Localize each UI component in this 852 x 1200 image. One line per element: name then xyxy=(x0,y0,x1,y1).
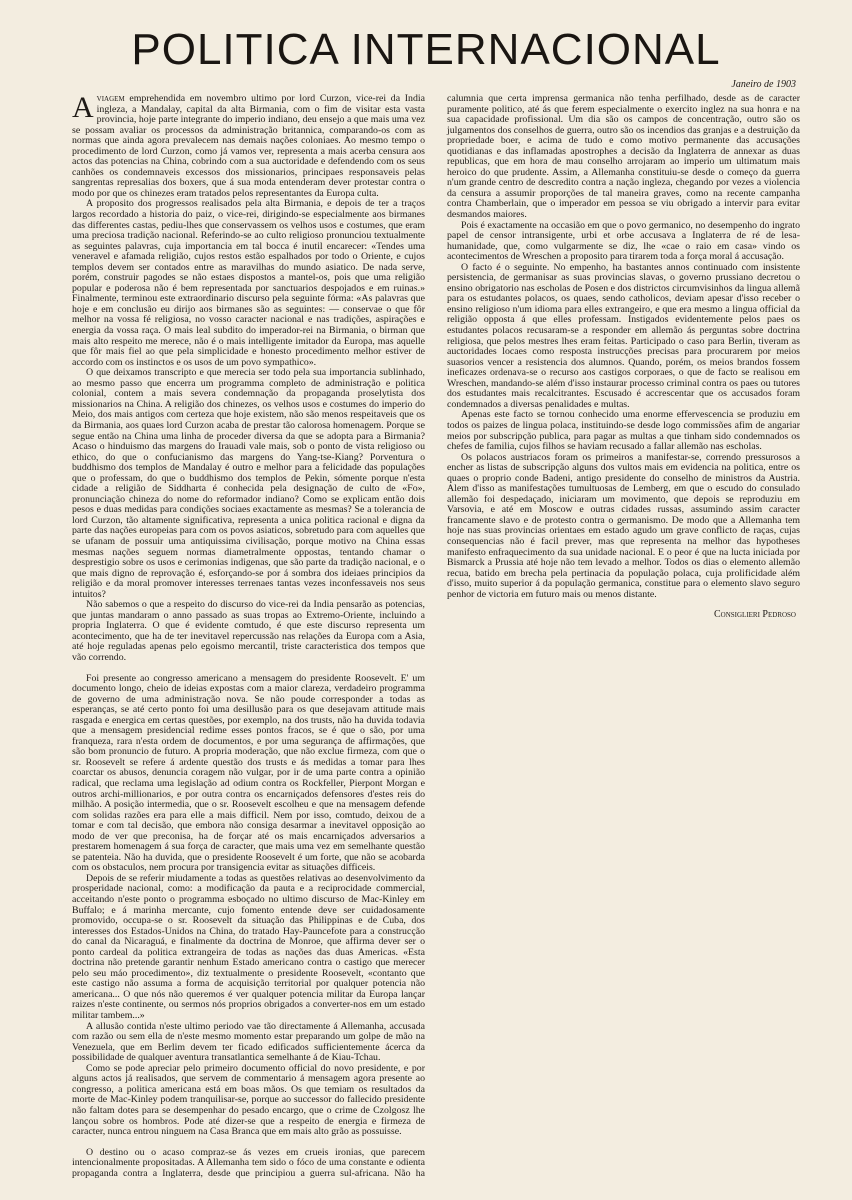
page-title: POLITICA INTERNACIONAL xyxy=(131,25,721,74)
article-paragraph: O facto é o seguinte. No empenho, ha bastantes annos continuado com insistente persistencia, de germanisar as suas provincias slavas, o governo prussiano decretou o ensino obrigatorio nas escholas de Posen e dos districtos circumvisinhos da lingua allemã para os estudantes polacos, os quaes, sendo catholicos, deviam apesar d'isso receber o ensino religioso n'um idioma para elles extrangeiro, e que era mesmo a lingua official da religião opposta á que elles professam. Instigados evidentemente pelos paes os estudantes polacos recusaram-se a responder em allemão ás perguntas sobre doctrina religiosa, que pelos mestres lhes eram feitas. Participado o caso para Berlin, tiveram as auctoridades locaes como resposta instrucções precisas para procurarem por meios suasorios vencer a resistencia dos alumnos. Quando, porém, os meios brandos fossem ineficazes ordenava-se o recurso aos castigos corporaes, o que de facto se realisou em Wreschen, mandando-se além d'isso instaurar processo criminal contra os paes ou tutores dos estudantes mais recalcitrantes. Escusado é accrescentar que os accusados foram condemnados a diversas penalidades e multas. xyxy=(447,261,800,410)
article-paragraph: Como se pode apreciar pelo primeiro documento official do novo presidente, e por alguns actos já realisados, que servem de commentario á mensagem agora presente ao congresso, a politica americana está em boas mãos. Os que temiam os resultados da morte de Mac-Kinley podem tranquilisar-se, porque ao successor do fallecido presidente não faltam dotes para se desempenhar do pesado encargo, que o crime de Czolgosz lhe lançou sobre os hombros. Pode até dizer-se que a respeito de energia e firmeza de caracter, nunca entrou ninguem na Casa Branca que em mais alto grão as possuisse. xyxy=(72,1062,425,1138)
article-paragraph: Os polacos austriacos foram os primeiros a manifestar-se, correndo pressurosos a encher as listas de subscripção alguns dos vultos mais em evidencia na politica, entre os quaes o proprio conde Badeni, antigo presidente do conselho de ministros da Austria. Alem d'isso as manifestações tumultuosas de Lemberg, em que o escudo do consulado allemão foi despedaçado, iniciaram um movimento, que depois se reproduziu em Varsovia, e até em Moscow e outras cidades russas, assumindo assim caracter francamente slavo e de protesto contra o germanismo. De modo que a Allemanha tem hoje nas suas provincias orientaes em estado agudo um grave conflicto de raças, cujas consequencias não é facil prever, mas que representa na melhor das hypotheses manifesto enfraquecimento da sua unidade nacional. E o peor é que na lucta iniciada por Bismarck a Prussia até hoje não tem levado a melhor. Todos os dias o elemento allemão recua, batido em brecha pela pertinacia da população polaca, cuja prolificidade além d'isso, muito superior á da população germanica, constitue para o elemento slavo seguro penhor de victoria em futuro mais ou menos distante. xyxy=(447,451,800,600)
article-paragraph: A proposito dos progressos realisados pela alta Birmania, e depois de ter a traços largos recordado a historia do paiz, o vice-rei, dirigindo-se especialmente aos birmanes das differentes castas, pediu-lhes que conservassem os velhos usos e costumes, que eram uma preciosa tradição nacional. Referindo-se ao culto religioso pronunciou textualmente as seguintes palavras, cuja importancia em tal bocca é inutil encarecer: «Tendes uma veneravel e afamada religião, cujos restos estão espalhados por todo o Oriente, e cujos templos devem ser contados entre as maravilhas do mundo asiatico. De nada serve, porém, construir pagodes se não estaes dispostos a mantel-os, pois que uma religião popular e poderosa não é bem representada por sanctuarios despojados e em ruinas.» Finalmente, terminou este extraordinario discurso pela seguinte fórma: «As palavras que hoje e em conclusão eu dirijo aos birmanes são as seguintes: — conservae o que fôr melhor na vossa fé religiosa, no vosso caracter nacional e nas tradições, aspirações e energia da vossa raça. O mais leal subdito do imperador-rei na Birmania, o birman que mais alto respeito me merece, não é o mais intelligente imitador da Europa, mas aquelle que fôr mais fiel ao que pela simplicidade e honesto procedimento melhor estiver de accordo com os instinctos e os usos de um povo sympathico». xyxy=(72,198,425,368)
article-paragraph xyxy=(72,91,425,199)
issue-date: Janeiro de 1903 xyxy=(731,79,796,90)
paragraph-text: emprehendida em novembro ultimo por lord Curzon, vice-rei da India ingleza, a Mandalay, capital da alta Birmania, com o fim de visitar esta vasta provincia, hoje parte integrante do imperio indiano, deu ensejo a que mais uma vez se possam avaliar os processos da administração britannica, comparando-os com as normas que ainda agora prevalecem nas demais nações coloniaes. Ao mesmo tempo o procedimento de lord Curzon, como já vamos ver, representa a mais acerba censura aos actos das potencias na China, cobrindo com a sua auctoridade e defendendo com os seus canhões os condemnaveis excessos dos missionarios, principaes responsaveis pelas sangrentas represalias dos boxers, que á sua moda entenderam dever protestar contra o modo por que os chinezes eram tratados pelos representantes da Europa culta. xyxy=(72,93,425,199)
article-paragraph: Foi presente ao congresso americano a mensagem do presidente Roosevelt. E' um documento longo, cheio de ideias expostas com a maior clareza, verdadeiro programma de governo de uma administração nova. Se não poude corresponder a todas as esperanças, se até certo ponto foi uma desillusão para os que desejavam attitude mais rasgada e energica em certas questões, por exemplo, na dos trusts, não ha duvida todavia que a mensagem presidencial redime esses pontos fracos, se é que o são, por uma franqueza, rara n'esta ordem de documentos, e por uma segurança de affirmações, que são bom pronuncio de futuro. A propria moderação, que não exclue firmeza, com que o sr. Roosevelt se refere á ardente questão dos trusts e ás medidas a tomar para lhes coarctar os abusos, denuncia coragem não vulgar, por ir de uma parte contra a opinião radical, que reclama uma legislação ad odium contra os Rockfeller, Pierpont Morgan e outros archi-millionarios, e por outra contra os encarniçados defensores d'estes reis do milhão. A posição intermedia, que o sr. Roosevelt escolheu e que na mensagem defende com solidas razões era para elle a mais difficil. Nem por isso, comtudo, deixou de a tomar e com tal decisão, que embora não consiga desarmar a inevitavel opposição ao modo de ver que preconisa, ha de forçar até os mais encarniçados adversarios a prestarem homenagem á sua força de caracter, que mais uma vez em semelhante questão se patenteia. Não ha duvida, que o presidente Roosevelt é um forte, que não se acobarda com os obstaculos, nem procura por transigencia evitar as situações difficeis. xyxy=(72,672,425,874)
article-paragraph: O destino ou o acaso compraz-se ás vezes em crueis ironias, que parecem intencionalmente propositadas. A Allemanha tem sido o fóco de uma constante e odienta propaganda contra a Inglaterra, desde que principiou a guerra sul-africana. Não ha calumnia que certa imprensa germanica não tenha perfilhado, desde as de caracter puramente politico, até ás que ferem especialmente o exercito inglez na sua honra e na sua capacidade profissional. Um dia são os campos de concentração, outro são os julgamentos dos conselhos de guerra, outro são os incendios das granjas e a destruição da propriedade boer, e acima de tudo e como motivo permanente das accusações quotidianas e das inflamadas apostrophes a decisão da Inglaterra de annexar as duas republicas, que em hora de mau conselho arrojaram ao imperio um ultimatum mais heroico do que prudente. Assim, a Allemanha constituiu-se desde o começo da guerra n'um grande centro de descredito contra a nação ingleza, chegando por vezes a violencia da censura a assumir proporções de tal maneira graves, como na recente campanha contra Chamberlain, que o imperador em pessoa se viu obrigado a intervir para evitar desmandos maiores. xyxy=(72,93,800,1179)
article-paragraph: Não sabemos o que a respeito do discurso do vice-rei da India pensarão as potencias, que juntas mandaram o anno passado as suas tropas ao Extremo-Oriente, incluindo a propria Inglaterra. O que é evidente comtudo, é que este discurso representa um acontecimento, que ha de ter inevitavel repercussão nas relações da Europa com a Asia, até hoje reguladas apenas pelo egoismo mercantil, triste caracteristica dos tempos que vão correndo. xyxy=(72,599,425,663)
article-paragraph: O que deixamos transcripto e que merecia ser todo pela sua importancia sublinhado, ao mesmo passo que encerra um programma completo de administração e politica colonial, contem a mais severa condemnação da propaganda proselytista dos missionarios na China. A religião dos chinezes, os velhos usos e costumes do imperio do Meio, dos mais antigos com certeza que hoje existem, não são menos respeitaveis que os da Birmania, aos quaes lord Curzon acaba de prestar tão calorosa homenagem. Porque se segue então na China uma linha de proceder diversa da que se adopta para a Birmania? Acaso o hinduismo das margens do Irauadi vale mais, sob o ponto de vista religioso ou ethico, do que o confucianismo das margens do Yang-tse-Kiang? Porventura o buddhismo dos templos de Mandalay é outro e melhor para a felicidade das populações que o professam, do que o buddhismo dos templos de Pekin, sómente porque n'esta cidade a religião de Siddharta é conhecida pela designação de culto de «Fo», pronunciação chineza do nome do reformador indiano? Como se explicam então dois pesos e duas medidas para condições sociaes exactamente as mesmas? Se a tolerancia de lord Curzon, tão altamente significativa, representa a unica politica racional e digna da parte das nações europeias para com os povos asiaticos, sobretudo para com aquelles que se ufanam de possuir uma antiquissima civilisação, porque motivo na China essas mesmas nações seguem normas diametralmente oppostas, tentando chamar o desprestigio sobre os usos e cerimonias indigenas, que são parte da tradição nacional, e o que mais digno de reprovação é, esforçando-se por á sombra dos ideiaes principios da religião e da moral promover interesses terrenaes tantas vezes inconfessaveis nos seus intuitos? xyxy=(72,367,425,600)
article-paragraph: Depois de se referir miudamente a todas as questões relativas ao desenvolvimento da prosperidade nacional, como: a modificação da pauta e a reciprocidade commercial, acceitando n'este ponto o programma esboçado no ultimo discurso de Mac-Kinley em Buffalo; e á marinha mercante, cujo fomento entende deve ser cuidadosamente promovido, occupa-se o sr. Roosevelt da situação das Philippinas e de Cuba, dos interesses dos Estados-Unidos na China, do tratado Hay-Pauncefote para a construcção do canal da Nicaraguá, e finalmente da doctrina de Monroe, que affirma dever ser o ponto cardeal da politica extrangeira de todas as nações das duas Americas. «Esta doctrina não pretende garantir nenhum Estado americano contra o castigo que merecer pelo seu máo procedimento», diz textualmente o presidente Roosevelt, «contanto que este castigo não assuma a forma de acquisição territorial por qualquer potencia não americana... O que nós não queremos é ver qualquer potencia militar da Europa lançar raizes n'este continente, ou sermos nós proprios obrigados a converter-nos em um estado militar tambem...» xyxy=(72,872,425,1022)
article-paragraph: A allusão contida n'este ultimo periodo vae tão directamente á Allemanha, accusada com razão ou sem ella de n'este mesmo momento estar preparando um golpe de mão na Venezuela, que em Berlim devem ter ficado edificados sufficientemente ácerca da possibilidade de qualquer aventura transatlantica semelhante á de Kiau-Tchau. xyxy=(72,1020,425,1064)
drop-cap: A xyxy=(72,91,94,124)
article-body xyxy=(72,91,800,1180)
author-signature: Consiglieri Pedroso xyxy=(713,609,796,621)
lead-word: viagem xyxy=(96,93,125,104)
article-paragraph: Apenas este facto se tornou conhecido uma enorme effervescencia se produziu em todos os paizes de lingua polaca, instituindo-se desde logo commissões afim de angariar meios por subscripção publica, para pagar as multas a que tinham sido condemnados os chefes de familia, cujos filhos se haviam recusado a fallar allemão nas escholas. xyxy=(447,409,800,453)
article-paragraph: Pois é exactamente na occasião em que o povo germanico, no desempenho do ingrato papel de censor intransigente, urbi et orbe accusava a Inglaterra de ré de lesa-humanidade, que, como vulgarmente se diz, lhe «cae o raio em casa» vindo os acontecimentos de Wreschen a proposito para tirarem toda a força moral á accusação. xyxy=(447,219,800,263)
